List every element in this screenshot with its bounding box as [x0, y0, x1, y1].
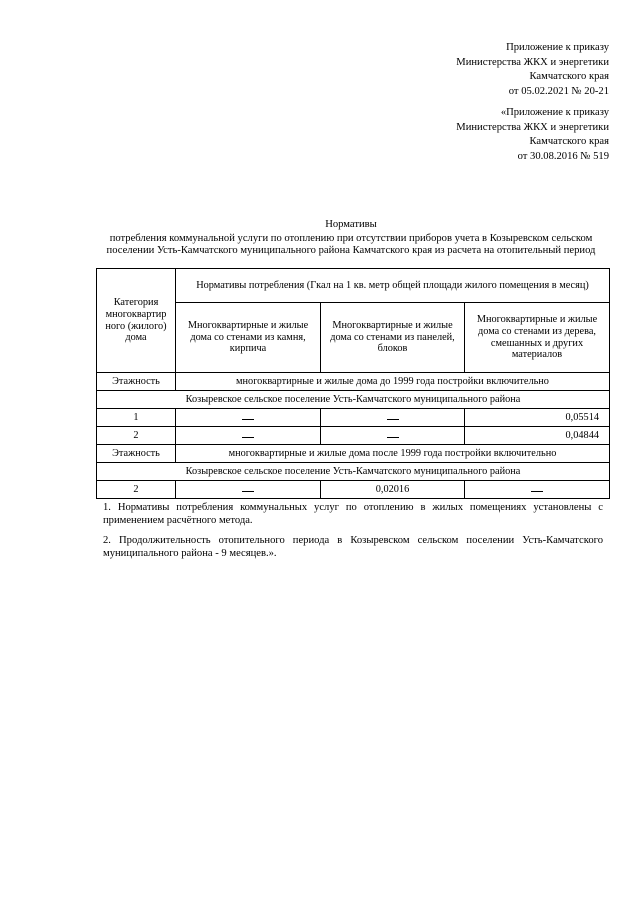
floors-label: Этажность: [97, 373, 176, 391]
period-label: многоквартирные и жилые дома после 1999 года постройки включительно: [176, 445, 610, 463]
table-row: [97, 481, 610, 499]
value-cell: 0,05514: [465, 409, 610, 427]
dash-mark: [387, 412, 399, 420]
appendix-line: Приложение к приказу: [506, 42, 609, 53]
appendix-line: Камчатского края: [529, 71, 609, 83]
appendix-line: Министерства ЖКХ и энергетики: [456, 121, 609, 133]
empty-value-cell: [176, 481, 321, 499]
note-2: 2. Продолжительность отопительного периода в Козыревском сельском поселении Усть-Камчатского муниципального района - 9 месяцев.».: [103, 535, 603, 559]
empty-value-cell: [176, 427, 321, 445]
appendix-line: Камчатского края: [529, 136, 609, 148]
value-cell: 0,02016: [321, 481, 465, 499]
floors-cell: 2: [97, 427, 176, 445]
floors-cell: 2: [97, 481, 176, 499]
appendix-line: от 05.02.2021 № 20-21: [508, 85, 609, 97]
settlement-label: Козыревское сельское поселение Усть-Камчатского муниципального района: [97, 391, 610, 409]
dash-mark: [242, 430, 254, 438]
appendix-line: от 30.08.2016 № 519: [517, 150, 609, 162]
notes: [103, 502, 603, 568]
appendix-header-current: [456, 41, 609, 99]
value-cell: 0,04844: [465, 427, 610, 445]
floors-label: Этажность: [97, 445, 176, 463]
col-header-wood: Многоквартирные и жилые дома со стенами из дерева, смешанных и других материалов: [465, 303, 610, 373]
col-header-panel: Многоквартирные и жилые дома со стенами из панелей, блоков: [321, 303, 465, 373]
title-heading: Нормативы: [325, 219, 377, 230]
empty-value-cell: [465, 481, 610, 499]
category-header: Категория многоквартир ного (жилого) дома: [97, 269, 176, 373]
norms-header: Нормативы потребления (Гкал на 1 кв. метр общей площади жилого помещения в месяц): [176, 269, 610, 303]
appendix-header-original: [456, 106, 609, 164]
dash-mark: [242, 412, 254, 420]
table-row: [97, 409, 610, 427]
dash-mark: [531, 484, 543, 492]
empty-value-cell: [321, 427, 465, 445]
document-title: [97, 219, 605, 257]
floors-cell: 1: [97, 409, 176, 427]
empty-value-cell: [321, 409, 465, 427]
period-label: многоквартирные и жилые дома до 1999 года постройки включительно: [176, 373, 610, 391]
appendix-line: Министерства ЖКХ и энергетики: [456, 56, 609, 68]
dash-mark: [242, 484, 254, 492]
col-header-stone: Многоквартирные и жилые дома со стенами из камня, кирпича: [176, 303, 321, 373]
settlement-label: Козыревское сельское поселение Усть-Камчатского муниципального района: [97, 463, 610, 481]
dash-mark: [387, 430, 399, 438]
note-1: 1. Нормативы потребления коммунальных услуг по отоплению в жилых помещениях установлены с применением расчётного метода.: [103, 502, 603, 526]
title-subheading: потребления коммунальной услуги по отоплению при отсутствии приборов учета в Козыревском сельском поселении Усть-Камчатского муниципального района Камчатского края из расчета на отопительный период: [106, 233, 596, 256]
empty-value-cell: [176, 409, 321, 427]
table-row: [97, 427, 610, 445]
norms-table: [96, 268, 610, 499]
appendix-line: «Приложение к приказу: [500, 107, 609, 118]
